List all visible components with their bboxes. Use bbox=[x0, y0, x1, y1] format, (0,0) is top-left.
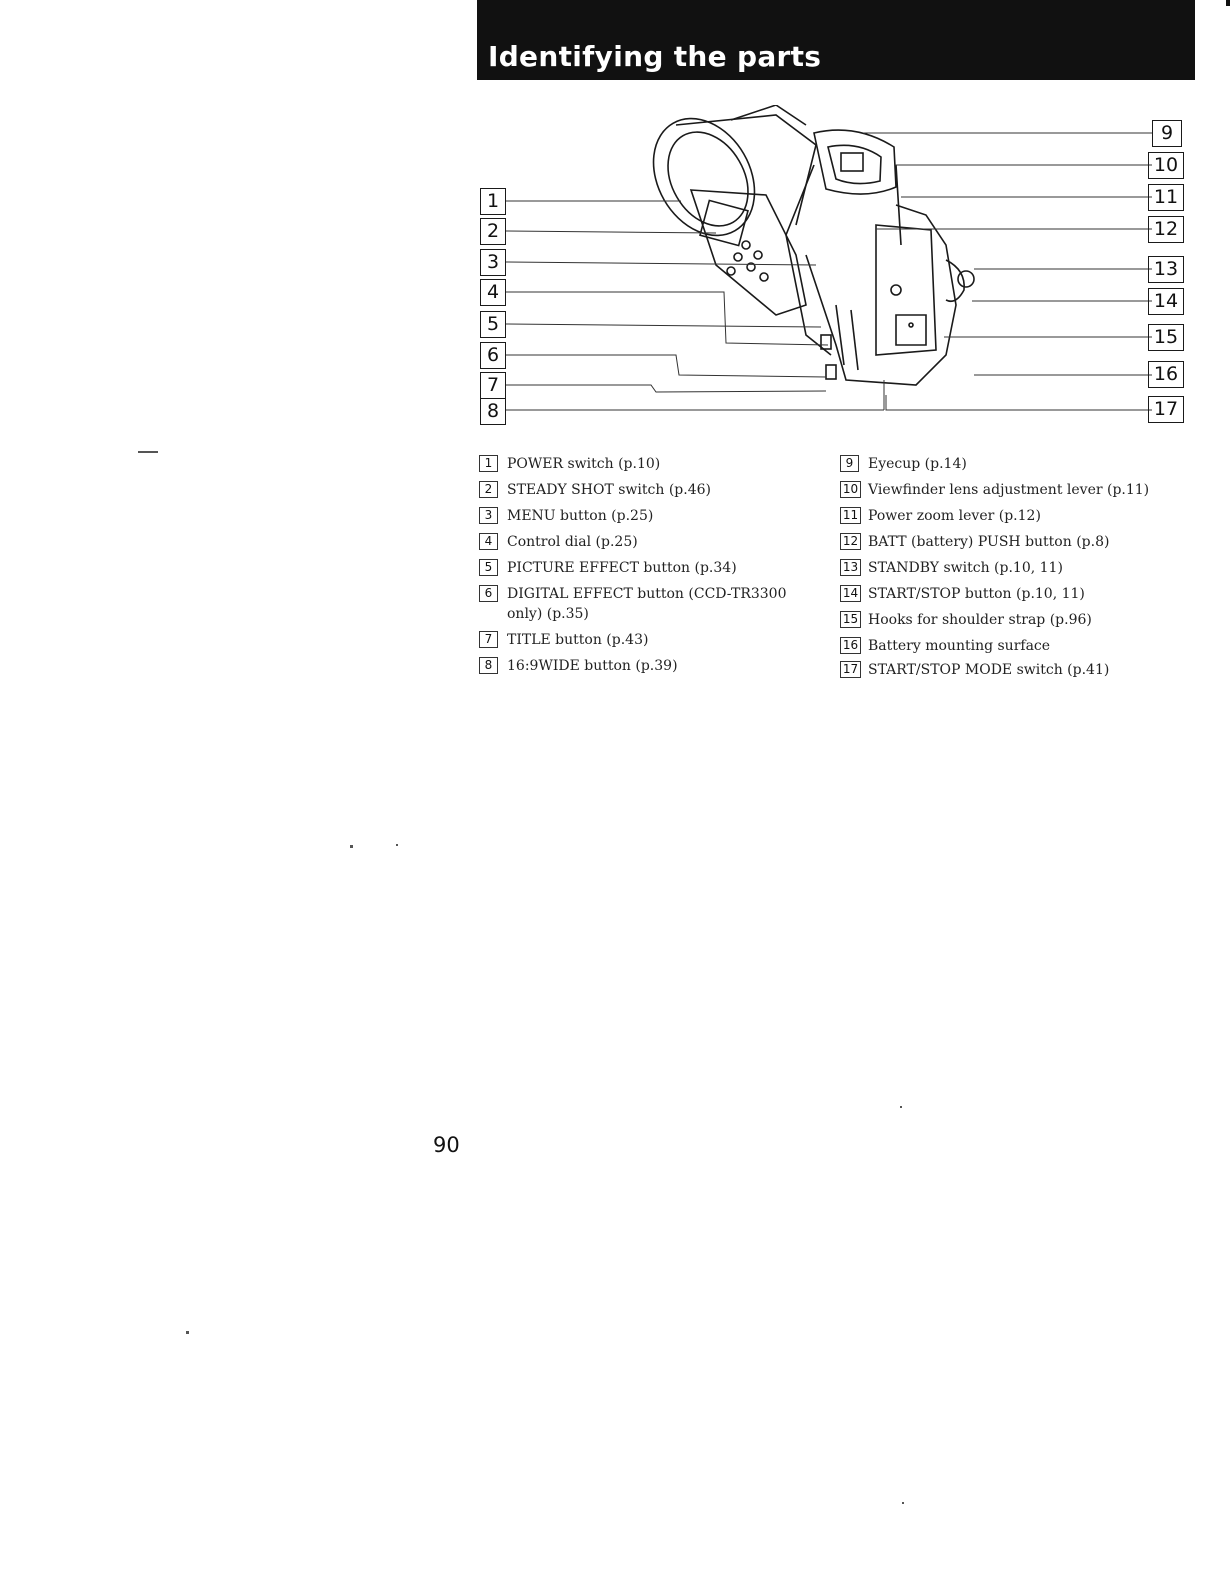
legend-num-4: 4 bbox=[479, 533, 498, 550]
legend-num-11: 11 bbox=[840, 507, 861, 524]
legend-num-1: 1 bbox=[479, 455, 498, 472]
legend-num-14: 14 bbox=[840, 585, 861, 602]
legend-text-12: BATT (battery) PUSH button (p.8) bbox=[868, 534, 1110, 550]
legend-text-3: MENU button (p.25) bbox=[507, 508, 654, 524]
legend-num-6: 6 bbox=[479, 585, 498, 602]
legend-text-6: DIGITAL EFFECT button (CCD-TR3300 bbox=[507, 586, 787, 602]
callout-7: 7 bbox=[480, 372, 506, 399]
scan-speck bbox=[902, 1502, 904, 1504]
legend-text-15: Hooks for shoulder strap (p.96) bbox=[868, 612, 1092, 628]
callout-3: 3 bbox=[480, 249, 506, 276]
legend-num-12: 12 bbox=[840, 533, 861, 550]
legend-num-13: 13 bbox=[840, 559, 861, 576]
legend-text-16: Battery mounting surface bbox=[868, 638, 1051, 654]
callout-4: 4 bbox=[480, 279, 506, 306]
callout-2: 2 bbox=[480, 218, 506, 245]
legend-num-2: 2 bbox=[479, 481, 498, 498]
callout-6: 6 bbox=[480, 342, 506, 369]
camcorder-illustration bbox=[476, 105, 1196, 435]
legend-text-6-cont: only) (p.35) bbox=[507, 606, 589, 622]
callout-12: 12 bbox=[1148, 216, 1184, 243]
legend-text-4: Control dial (p.25) bbox=[507, 534, 638, 550]
callout-15: 15 bbox=[1148, 324, 1184, 351]
page-title: Identifying the parts bbox=[488, 40, 822, 73]
callout-14: 14 bbox=[1148, 288, 1184, 315]
legend-text-14: START/STOP button (p.10, 11) bbox=[868, 586, 1085, 602]
legend-num-9: 9 bbox=[840, 455, 859, 472]
callout-13: 13 bbox=[1148, 256, 1184, 283]
edge-mark bbox=[1226, 0, 1230, 6]
scan-speck bbox=[186, 1331, 189, 1334]
callout-17: 17 bbox=[1148, 396, 1184, 423]
camcorder-diagram bbox=[476, 105, 1196, 435]
callout-1: 1 bbox=[480, 188, 506, 215]
legend-num-7: 7 bbox=[479, 631, 498, 648]
callout-16: 16 bbox=[1148, 361, 1184, 388]
callout-11: 11 bbox=[1148, 184, 1184, 211]
legend-num-5: 5 bbox=[479, 559, 498, 576]
scan-speck bbox=[138, 451, 158, 453]
callout-10: 10 bbox=[1148, 152, 1184, 179]
scan-speck bbox=[396, 844, 398, 846]
legend-text-17: START/STOP MODE switch (p.41) bbox=[868, 662, 1110, 678]
legend-text-5: PICTURE EFFECT button (p.34) bbox=[507, 560, 737, 576]
legend-num-3: 3 bbox=[479, 507, 498, 524]
legend-text-10: Viewfinder lens adjustment lever (p.11) bbox=[868, 482, 1150, 498]
legend-num-8: 8 bbox=[479, 657, 498, 674]
legend-text-13: STANDBY switch (p.10, 11) bbox=[868, 560, 1063, 576]
legend-num-17: 17 bbox=[840, 661, 861, 678]
title-bar bbox=[477, 0, 1195, 80]
legend-text-7: TITLE button (p.43) bbox=[507, 632, 649, 648]
callout-9: 9 bbox=[1152, 120, 1182, 147]
legend-num-10: 10 bbox=[840, 481, 861, 498]
scan-speck bbox=[350, 845, 353, 848]
scan-speck bbox=[900, 1106, 902, 1108]
legend-text-11: Power zoom lever (p.12) bbox=[868, 508, 1041, 524]
legend-text-1: POWER switch (p.10) bbox=[507, 456, 661, 472]
page-number: 90 bbox=[433, 1133, 460, 1157]
legend-num-15: 15 bbox=[840, 611, 861, 628]
legend-num-16: 16 bbox=[840, 637, 861, 654]
legend-text-8: 16:9WIDE button (p.39) bbox=[507, 658, 678, 674]
legend-text-2: STEADY SHOT switch (p.46) bbox=[507, 482, 711, 498]
callout-5: 5 bbox=[480, 311, 506, 338]
legend-text-9: Eyecup (p.14) bbox=[868, 456, 967, 472]
callout-8: 8 bbox=[480, 398, 506, 425]
